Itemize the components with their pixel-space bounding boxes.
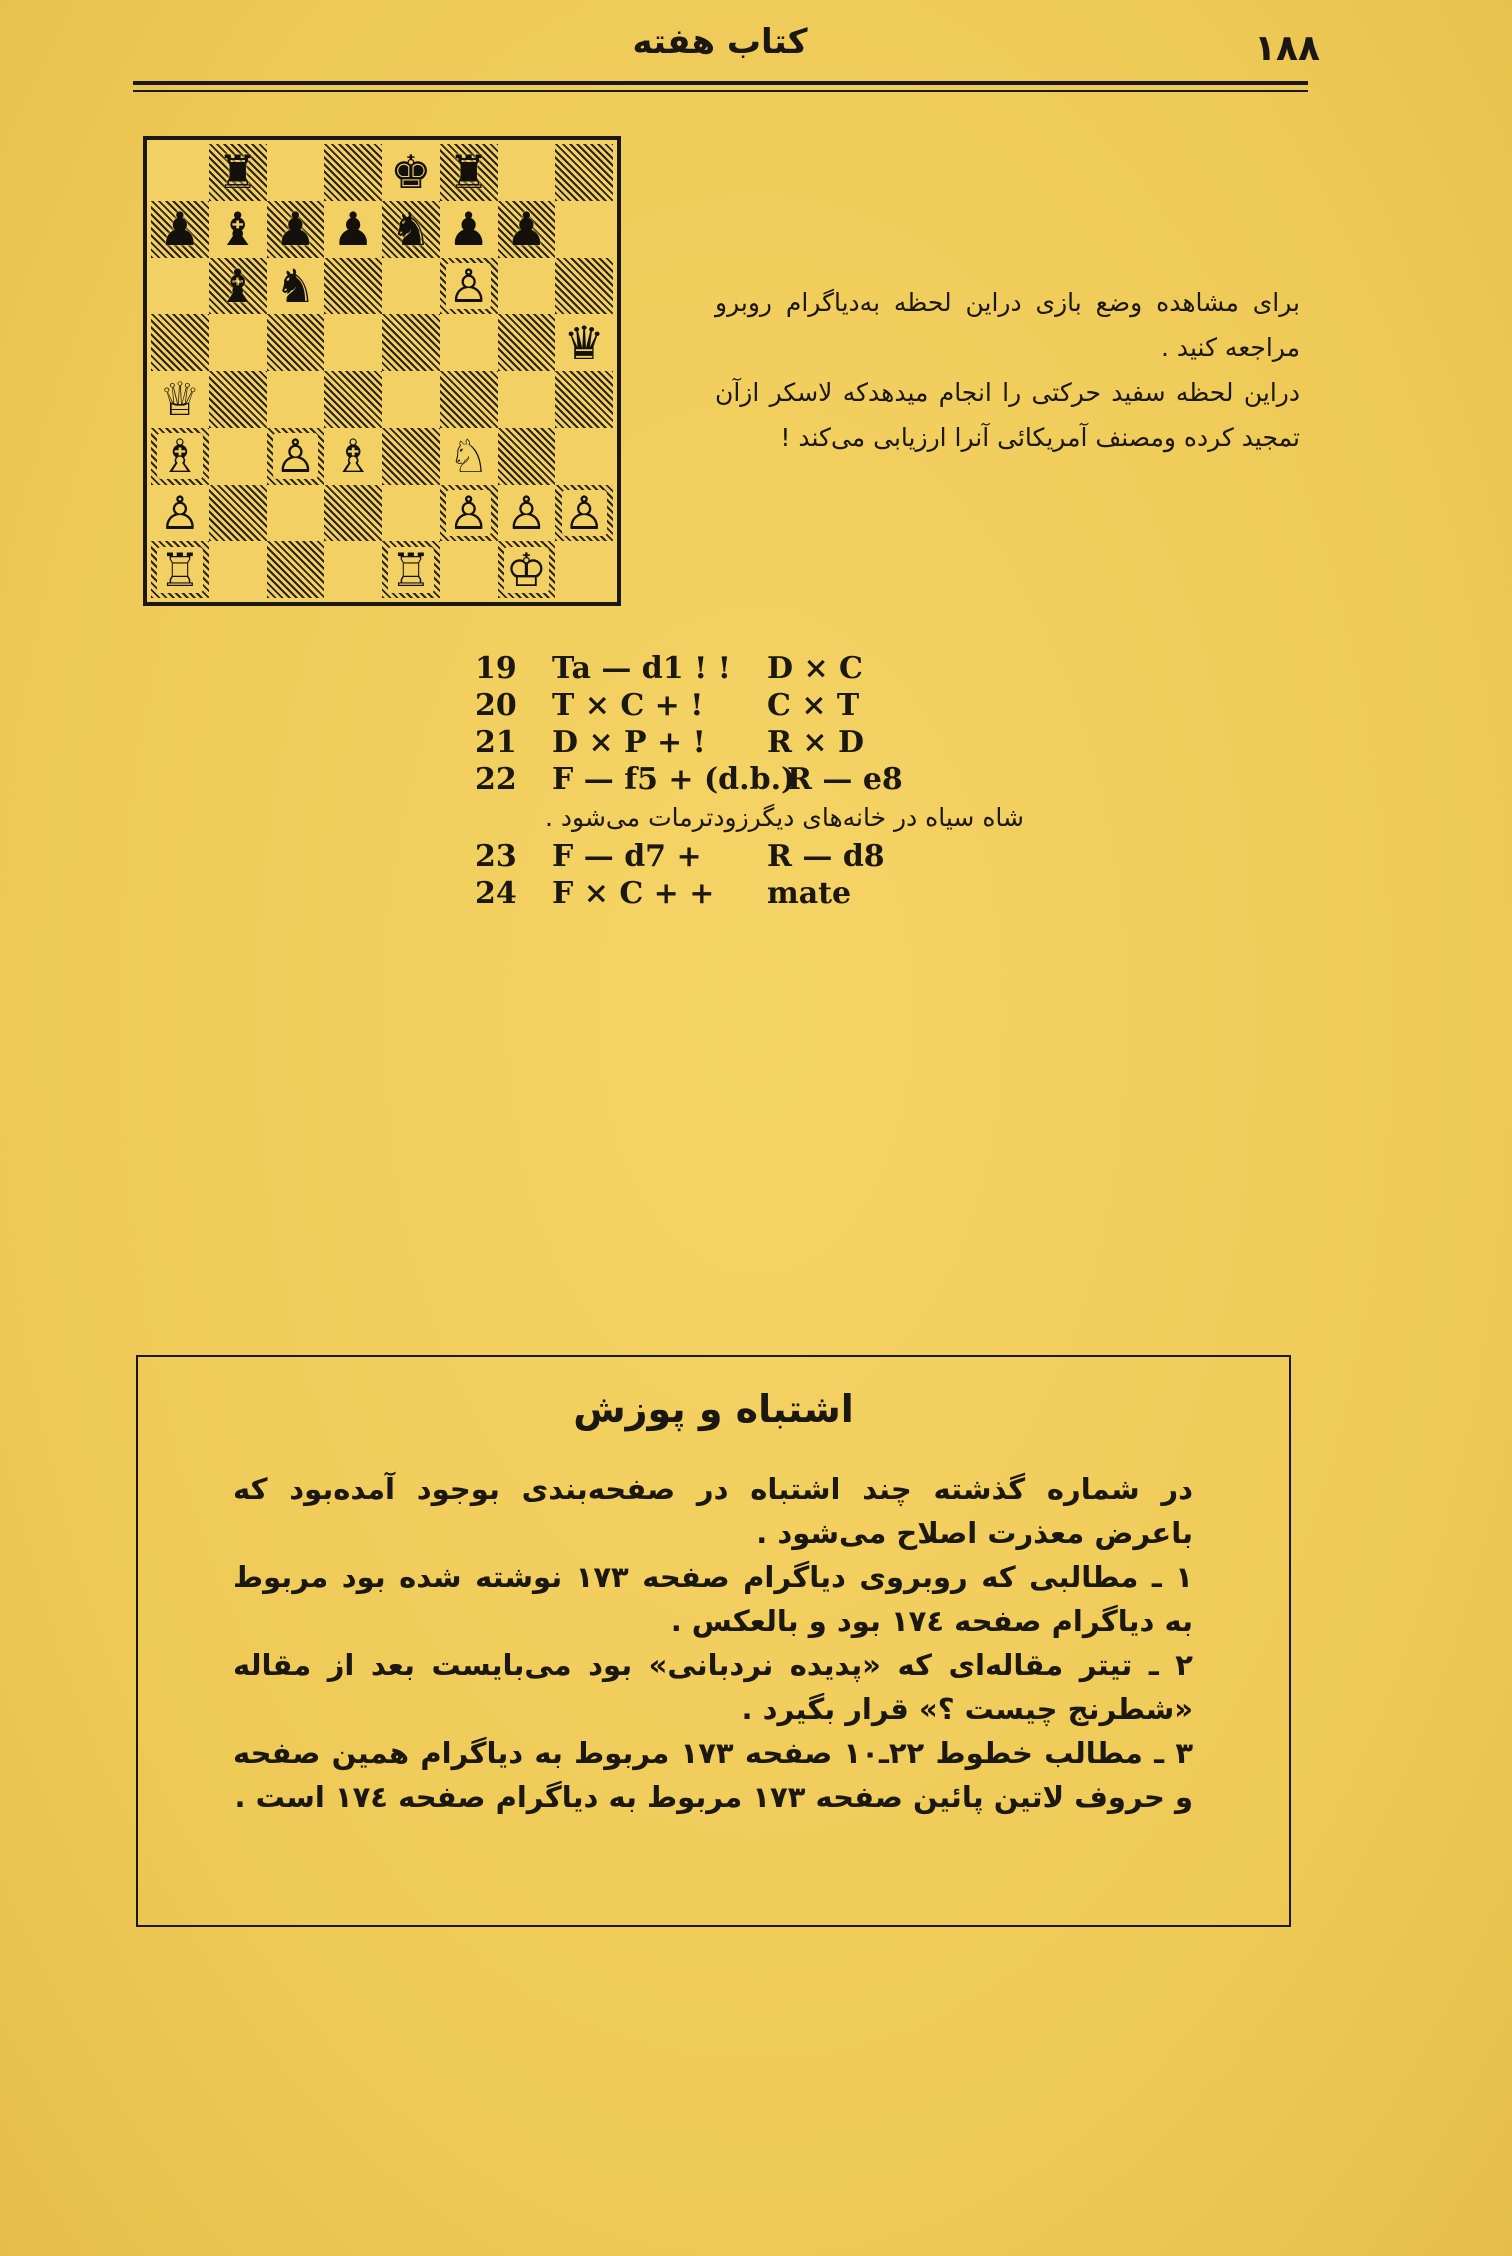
square-f8 — [440, 144, 498, 201]
white-bishop-icon: ♗ — [159, 429, 201, 484]
black-rook-icon: ♜ — [448, 145, 490, 200]
square-h1 — [555, 541, 613, 598]
square-h3 — [555, 428, 613, 485]
black-pawn-icon: ♟ — [448, 202, 490, 257]
square-g5 — [498, 314, 556, 371]
header-rule-thin — [133, 90, 1308, 92]
square-f5 — [440, 314, 498, 371]
square-b2 — [209, 485, 267, 542]
square-g4 — [498, 371, 556, 428]
black-bishop-icon: ♝ — [217, 202, 259, 257]
move-number: 24 — [475, 876, 517, 911]
white-move: F — d7 + — [552, 839, 702, 874]
move-number: 22 — [475, 762, 517, 797]
header-title: کتاب هفته — [632, 22, 808, 62]
square-g3 — [498, 428, 556, 485]
header-rule — [133, 81, 1308, 85]
square-h6 — [555, 258, 613, 315]
move-row — [475, 687, 1235, 724]
square-d2 — [324, 485, 382, 542]
square-d8 — [324, 144, 382, 201]
black-rook-icon: ♜ — [217, 145, 259, 200]
white-pawn-icon: ♙ — [274, 429, 316, 484]
square-h7 — [555, 201, 613, 258]
erratum-item-1: ۱ ـ مطالبی که روبروی دیاگرام صفحه ۱۷۳ نوشته شده بود مربوط به دیاگرام صفحه ۱۷٤ بود و بالعکس . — [233, 1560, 1193, 1638]
black-knight-icon: ♞ — [274, 258, 316, 313]
move-list — [475, 650, 1235, 912]
square-g2 — [498, 485, 556, 542]
white-move: Ta — d1 ! ! — [552, 651, 731, 686]
erratum-body — [233, 1467, 1193, 1819]
square-a5 — [151, 314, 209, 371]
square-c8 — [267, 144, 325, 201]
move-row — [475, 761, 1235, 798]
square-f7 — [440, 201, 498, 258]
white-pawn-icon: ♙ — [159, 485, 201, 540]
white-queen-icon: ♕ — [159, 372, 201, 427]
caption-paragraph-1: برای مشاهده وضع بازی دراین لحظه به‌دیاگرام روبرو مراجعه کنید . — [715, 288, 1300, 362]
erratum-title: اشتباه و پوزش — [573, 1387, 854, 1431]
diagram-caption — [715, 280, 1300, 460]
square-d6 — [324, 258, 382, 315]
erratum-item-3: ۳ ـ مطالب خطوط ۲۲ـ۱۰ صفحه ۱۷۳ مربوط به دیاگرام همین صفحه و حروف لاتین پائین صفحه ۱۷۳ مربوط به دیاگرام صفحه ۱۷٤ است . — [233, 1736, 1194, 1814]
black-move: R — d8 — [767, 839, 885, 874]
black-pawn-icon: ♟ — [159, 202, 201, 257]
square-c7 — [267, 201, 325, 258]
square-d4 — [324, 371, 382, 428]
caption-paragraph-2: دراین لحظه سفید حرکتی را انجام میدهدکه لاسکر ازآن تمجید کرده ومصنف آمریکائی آنرا ارزیابی می‌کند ! — [715, 378, 1300, 452]
black-move: C × T — [767, 688, 860, 723]
square-g7 — [498, 201, 556, 258]
square-c1 — [267, 541, 325, 598]
white-pawn-icon: ♙ — [448, 258, 490, 313]
square-h5 — [555, 314, 613, 371]
black-move: mate — [767, 876, 852, 911]
square-a7 — [151, 201, 209, 258]
square-b5 — [209, 314, 267, 371]
move-number: 20 — [475, 688, 517, 723]
move-number: 19 — [475, 651, 517, 686]
square-c3 — [267, 428, 325, 485]
square-e3 — [382, 428, 440, 485]
square-e1 — [382, 541, 440, 598]
square-c6 — [267, 258, 325, 315]
black-move: R × D — [767, 725, 864, 760]
square-a3 — [151, 428, 209, 485]
square-e6 — [382, 258, 440, 315]
square-e4 — [382, 371, 440, 428]
square-c4 — [267, 371, 325, 428]
white-move: T × C + ! — [552, 688, 704, 723]
square-h2 — [555, 485, 613, 542]
black-move: R — e8 — [787, 762, 903, 797]
white-pawn-icon: ♙ — [448, 485, 490, 540]
square-b8 — [209, 144, 267, 201]
move-note: شاه سیاه در خانه‌های دیگرزودترمات می‌شود . — [545, 803, 1024, 832]
square-f2 — [440, 485, 498, 542]
square-a8 — [151, 144, 209, 201]
square-a6 — [151, 258, 209, 315]
square-a2 — [151, 485, 209, 542]
black-pawn-icon: ♟ — [332, 202, 374, 257]
square-b4 — [209, 371, 267, 428]
white-bishop-icon: ♗ — [332, 429, 374, 484]
move-row — [475, 875, 1235, 912]
black-knight-icon: ♞ — [390, 202, 432, 257]
square-h8 — [555, 144, 613, 201]
white-move: F × C + + — [552, 876, 715, 911]
square-b6 — [209, 258, 267, 315]
erratum-box — [136, 1355, 1291, 1927]
black-pawn-icon: ♟ — [274, 202, 316, 257]
page-number: ۱۸۸ — [1254, 28, 1320, 69]
white-pawn-icon: ♙ — [505, 485, 547, 540]
square-f3 — [440, 428, 498, 485]
white-rook-icon: ♖ — [159, 542, 201, 597]
square-g8 — [498, 144, 556, 201]
square-d5 — [324, 314, 382, 371]
white-pawn-icon: ♙ — [563, 485, 605, 540]
square-f1 — [440, 541, 498, 598]
black-queen-icon: ♛ — [563, 315, 605, 370]
square-e5 — [382, 314, 440, 371]
black-bishop-icon: ♝ — [217, 258, 259, 313]
square-e8 — [382, 144, 440, 201]
square-f4 — [440, 371, 498, 428]
square-g1 — [498, 541, 556, 598]
move-row — [475, 650, 1235, 687]
move-row — [475, 724, 1235, 761]
white-king-icon: ♔ — [505, 542, 547, 597]
square-a1 — [151, 541, 209, 598]
erratum-item-2: ۲ ـ تیتر مقاله‌ای که «پدیده نردبانی» بود می‌بایست بعد از مقاله «شطرنج چیست ؟» قرار بگیرد . — [233, 1648, 1193, 1726]
black-move: D × C — [767, 651, 863, 686]
black-pawn-icon: ♟ — [505, 202, 547, 257]
square-e7 — [382, 201, 440, 258]
square-h4 — [555, 371, 613, 428]
square-f6 — [440, 258, 498, 315]
square-d1 — [324, 541, 382, 598]
chess-diagram — [143, 136, 621, 606]
white-knight-icon: ♘ — [448, 429, 490, 484]
square-e2 — [382, 485, 440, 542]
square-g6 — [498, 258, 556, 315]
erratum-intro: در شماره گذشته چند اشتباه در صفحه‌بندی بوجود آمده‌بود که باعرض معذرت اصلاح می‌شود . — [233, 1472, 1193, 1550]
black-king-icon: ♚ — [390, 145, 432, 200]
square-c2 — [267, 485, 325, 542]
white-rook-icon: ♖ — [390, 542, 432, 597]
square-b1 — [209, 541, 267, 598]
square-c5 — [267, 314, 325, 371]
square-d7 — [324, 201, 382, 258]
move-row — [475, 838, 1235, 875]
square-b7 — [209, 201, 267, 258]
move-number: 21 — [475, 725, 517, 760]
square-b3 — [209, 428, 267, 485]
white-move: F — f5 + (d.b.) — [552, 762, 796, 797]
chess-board — [151, 144, 613, 598]
square-d3 — [324, 428, 382, 485]
move-number: 23 — [475, 839, 517, 874]
square-a4 — [151, 371, 209, 428]
white-move: D × P + ! — [552, 725, 706, 760]
